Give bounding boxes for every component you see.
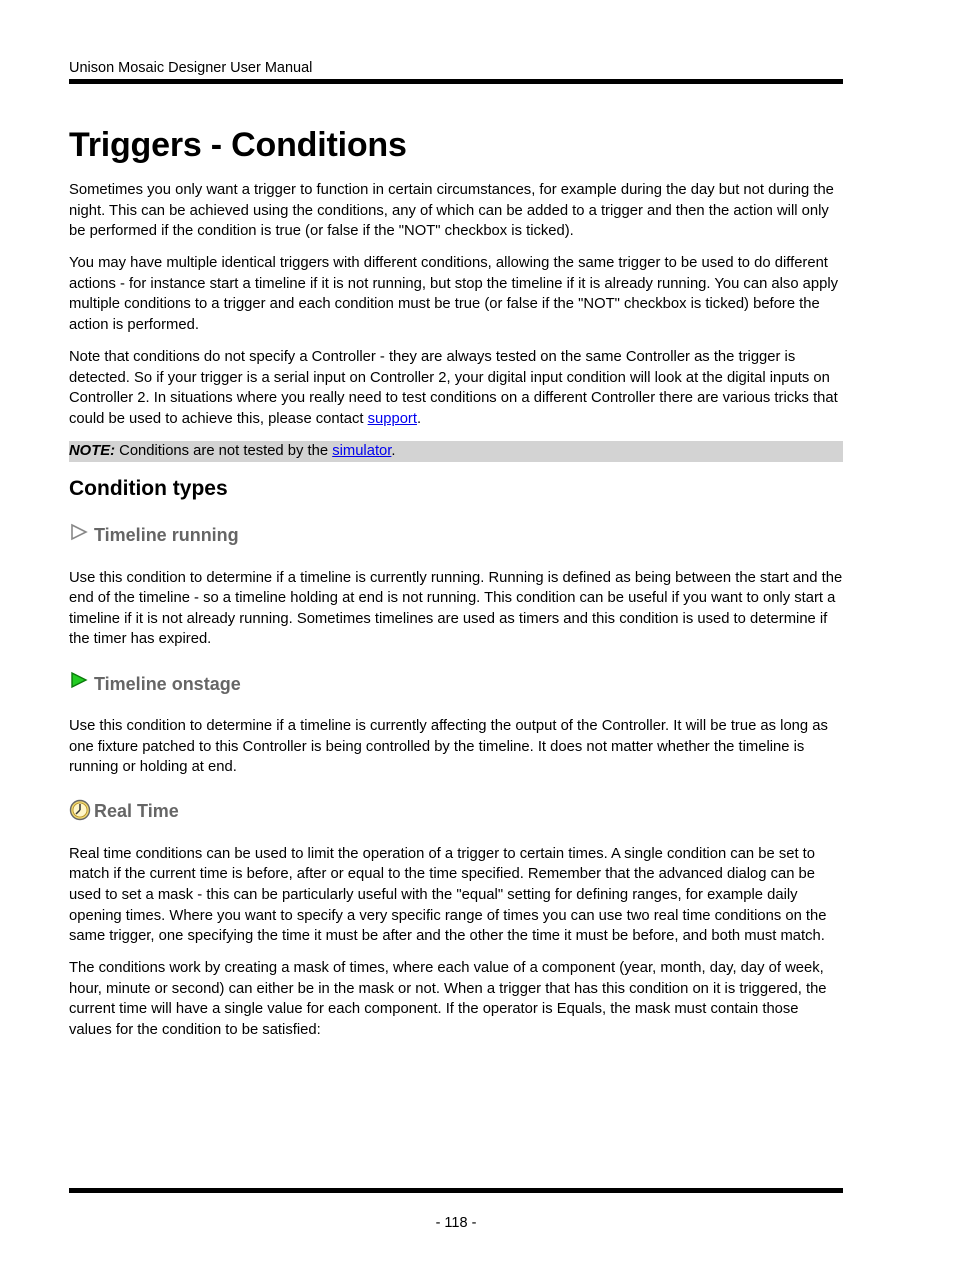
subhead-label: Real Time (94, 801, 179, 822)
section-heading-condition-types: Condition types (69, 476, 228, 500)
note-text-end: . (391, 443, 396, 460)
note-box (69, 441, 843, 462)
real-time-description-1: Real time conditions can be used to limit the operation of a trigger to certain times. A single condition can be set to match if the current time is before, after or equal to the time specified. Remember that the advanced dialog can be used to set a mask - this can be particularly useful with the "equal" setting for defining ranges, for example daily opening times. Where you want to specify a very specific range of times you can use two real time conditions on the same trigger, one specifying the time it must be after and the other the time it must be before, and both must match. (69, 845, 827, 945)
page-body (69, 180, 843, 1052)
intro-paragraph-2: You may have multiple identical triggers with different conditions, allowing the same trigger to be used to do different actions - for instance start a timeline if it is not running, but stop the timeline if it is already running. You can also apply multiple conditions to a trigger and each condition must be true (or false if the "NOT" checkbox is ticked) before the action is performed. (69, 255, 839, 334)
timeline-running-description: Use this condition to determine if a timeline is currently running. Running is defined as being between the start and the end of the timeline - so a timeline holding at end is not running. This condition can be useful if you want to only start a timeline if it is not already running. Sometimes timelines are used as timers and this condition is used to determine if the timer has expired. (69, 569, 843, 648)
intro-paragraph-3 (69, 347, 843, 429)
subhead-label: Timeline onstage (94, 673, 241, 694)
play-green-icon (69, 671, 89, 691)
subhead-timeline-onstage (69, 672, 843, 696)
simulator-link[interactable]: simulator (332, 443, 392, 460)
subhead-timeline-running (69, 524, 843, 548)
header-rule (69, 79, 843, 84)
intro-paragraph-3-text: Note that conditions do not specify a Controller - they are always tested on the same Controller as the trigger is detected. So if your trigger is a serial input on Controller 2, your digital input condition will look at the digital inputs on Controller 2. In situations where you really need to test conditions on a different Controller there are various tricks that could be used to achieve this, please contact (69, 349, 838, 427)
support-link[interactable]: support (367, 410, 417, 427)
intro-paragraph-3-end: . (416, 410, 422, 427)
page-number: - 118 - (435, 1215, 477, 1231)
timeline-onstage-description: Use this condition to determine if a timeline is currently affecting the output of the Controller. It will be true as long as one fixture patched to this Controller is being controlled by the timeline. It does not matter whether the timeline is running or holding at end. (69, 718, 828, 776)
footer-rule (69, 1188, 843, 1193)
subhead-real-time (69, 800, 843, 824)
note-label: NOTE: (69, 443, 116, 460)
page-title: Triggers - Conditions (69, 126, 407, 164)
play-outline-icon (69, 523, 89, 543)
intro-paragraph-1: Sometimes you only want a trigger to function in certain circumstances, for example during the day but not during the night. This can be achieved using the conditions, any of which can be added to a trigger and then the action will only be performed if the condition is true (or false if the "NOT" checkbox is ticked). (69, 182, 834, 240)
clock-icon (69, 799, 89, 819)
note-text: Conditions are not tested by the (115, 443, 333, 460)
subhead-label: Timeline running (94, 525, 239, 546)
running-header: Unison Mosaic Designer User Manual (69, 60, 313, 76)
real-time-description-2: The conditions work by creating a mask of times, where each value of a component (year, month, day, day of week, hour, minute or second) can either be in the mask or not. When a trigger that has this condition on it is triggered, the current time will have a single value for each component. If the operator is Equals, the mask must contain those values for the condition to be satisfied: (69, 960, 827, 1039)
